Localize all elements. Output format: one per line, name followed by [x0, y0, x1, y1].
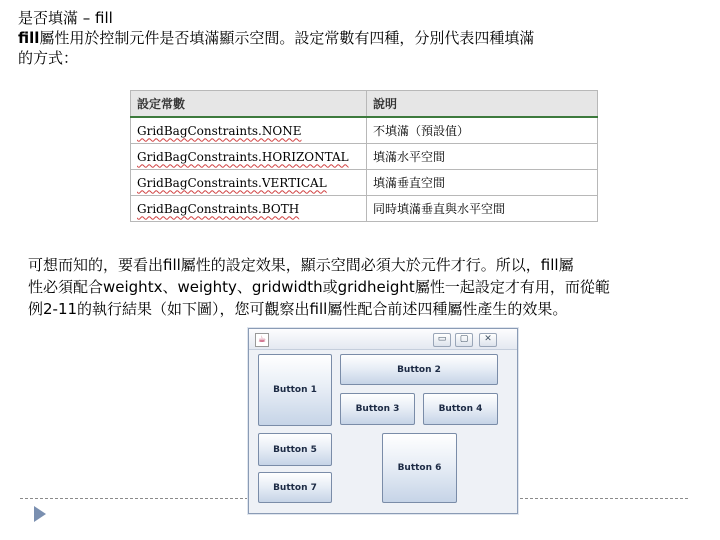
explanation-paragraph: [28, 254, 688, 320]
example-window: [248, 328, 518, 514]
button-4[interactable]: Button 4: [423, 393, 498, 425]
constant-cell: GridBagConstraints.HORIZONTAL: [131, 144, 367, 170]
constant-cell: GridBagConstraints.VERTICAL: [131, 170, 367, 196]
button-5[interactable]: Button 5: [258, 433, 332, 466]
table-row: [131, 117, 598, 144]
description-cell: 同時填滿垂直與水平空間: [367, 196, 598, 222]
paragraph-line-3: 例2-11的執行結果（如下圖），您可觀察出fill屬性配合前述四種屬性產生的效果。: [28, 300, 568, 318]
close-icon[interactable]: ✕: [479, 333, 497, 347]
table-row: [131, 196, 598, 222]
heading-line-2-text: 屬性用於控制元件是否填滿顯示空間。設定常數有四種，分別代表四種填滿: [39, 29, 535, 47]
header-description: 說明: [367, 91, 598, 118]
table-header-row: [131, 91, 598, 118]
paragraph-line-1: 可想而知的，要看出fill屬性的設定效果，顯示空間必須大於元件才行。所以，fill屬: [28, 256, 574, 274]
button-3[interactable]: Button 3: [340, 393, 415, 425]
window-titlebar[interactable]: [249, 329, 517, 350]
heading-fill-keyword: fill: [18, 29, 40, 47]
header-constant: 設定常數: [131, 91, 367, 118]
description-cell: 不填滿（預設值）: [367, 117, 598, 144]
maximize-icon[interactable]: ▢: [455, 333, 473, 347]
description-cell: 填滿水平空間: [367, 144, 598, 170]
window-content: [249, 350, 517, 513]
heading-line-2: [18, 28, 658, 48]
table-row: [131, 144, 598, 170]
button-6[interactable]: Button 6: [382, 433, 457, 503]
button-7[interactable]: Button 7: [258, 472, 332, 503]
constant-cell: GridBagConstraints.BOTH: [131, 196, 367, 222]
button-2[interactable]: Button 2: [340, 354, 498, 385]
table-row: [131, 170, 598, 196]
heading-line-1: 是否填滿 – fill: [18, 9, 113, 27]
paragraph-line-2: 性必須配合weightx、weighty、gridwidth或gridheight屬性一起設定才有用，而從範: [28, 278, 610, 296]
heading-line-3: 的方式：: [18, 49, 79, 67]
fill-constants-table: [130, 90, 598, 222]
constant-cell: GridBagConstraints.NONE: [131, 117, 367, 144]
slide-heading: [18, 8, 658, 68]
bullet-arrow-icon: [34, 506, 46, 522]
description-cell: 填滿垂直空間: [367, 170, 598, 196]
java-app-icon[interactable]: ☕: [255, 333, 269, 347]
minimize-icon[interactable]: ▭: [433, 333, 451, 347]
button-1[interactable]: Button 1: [258, 354, 332, 426]
